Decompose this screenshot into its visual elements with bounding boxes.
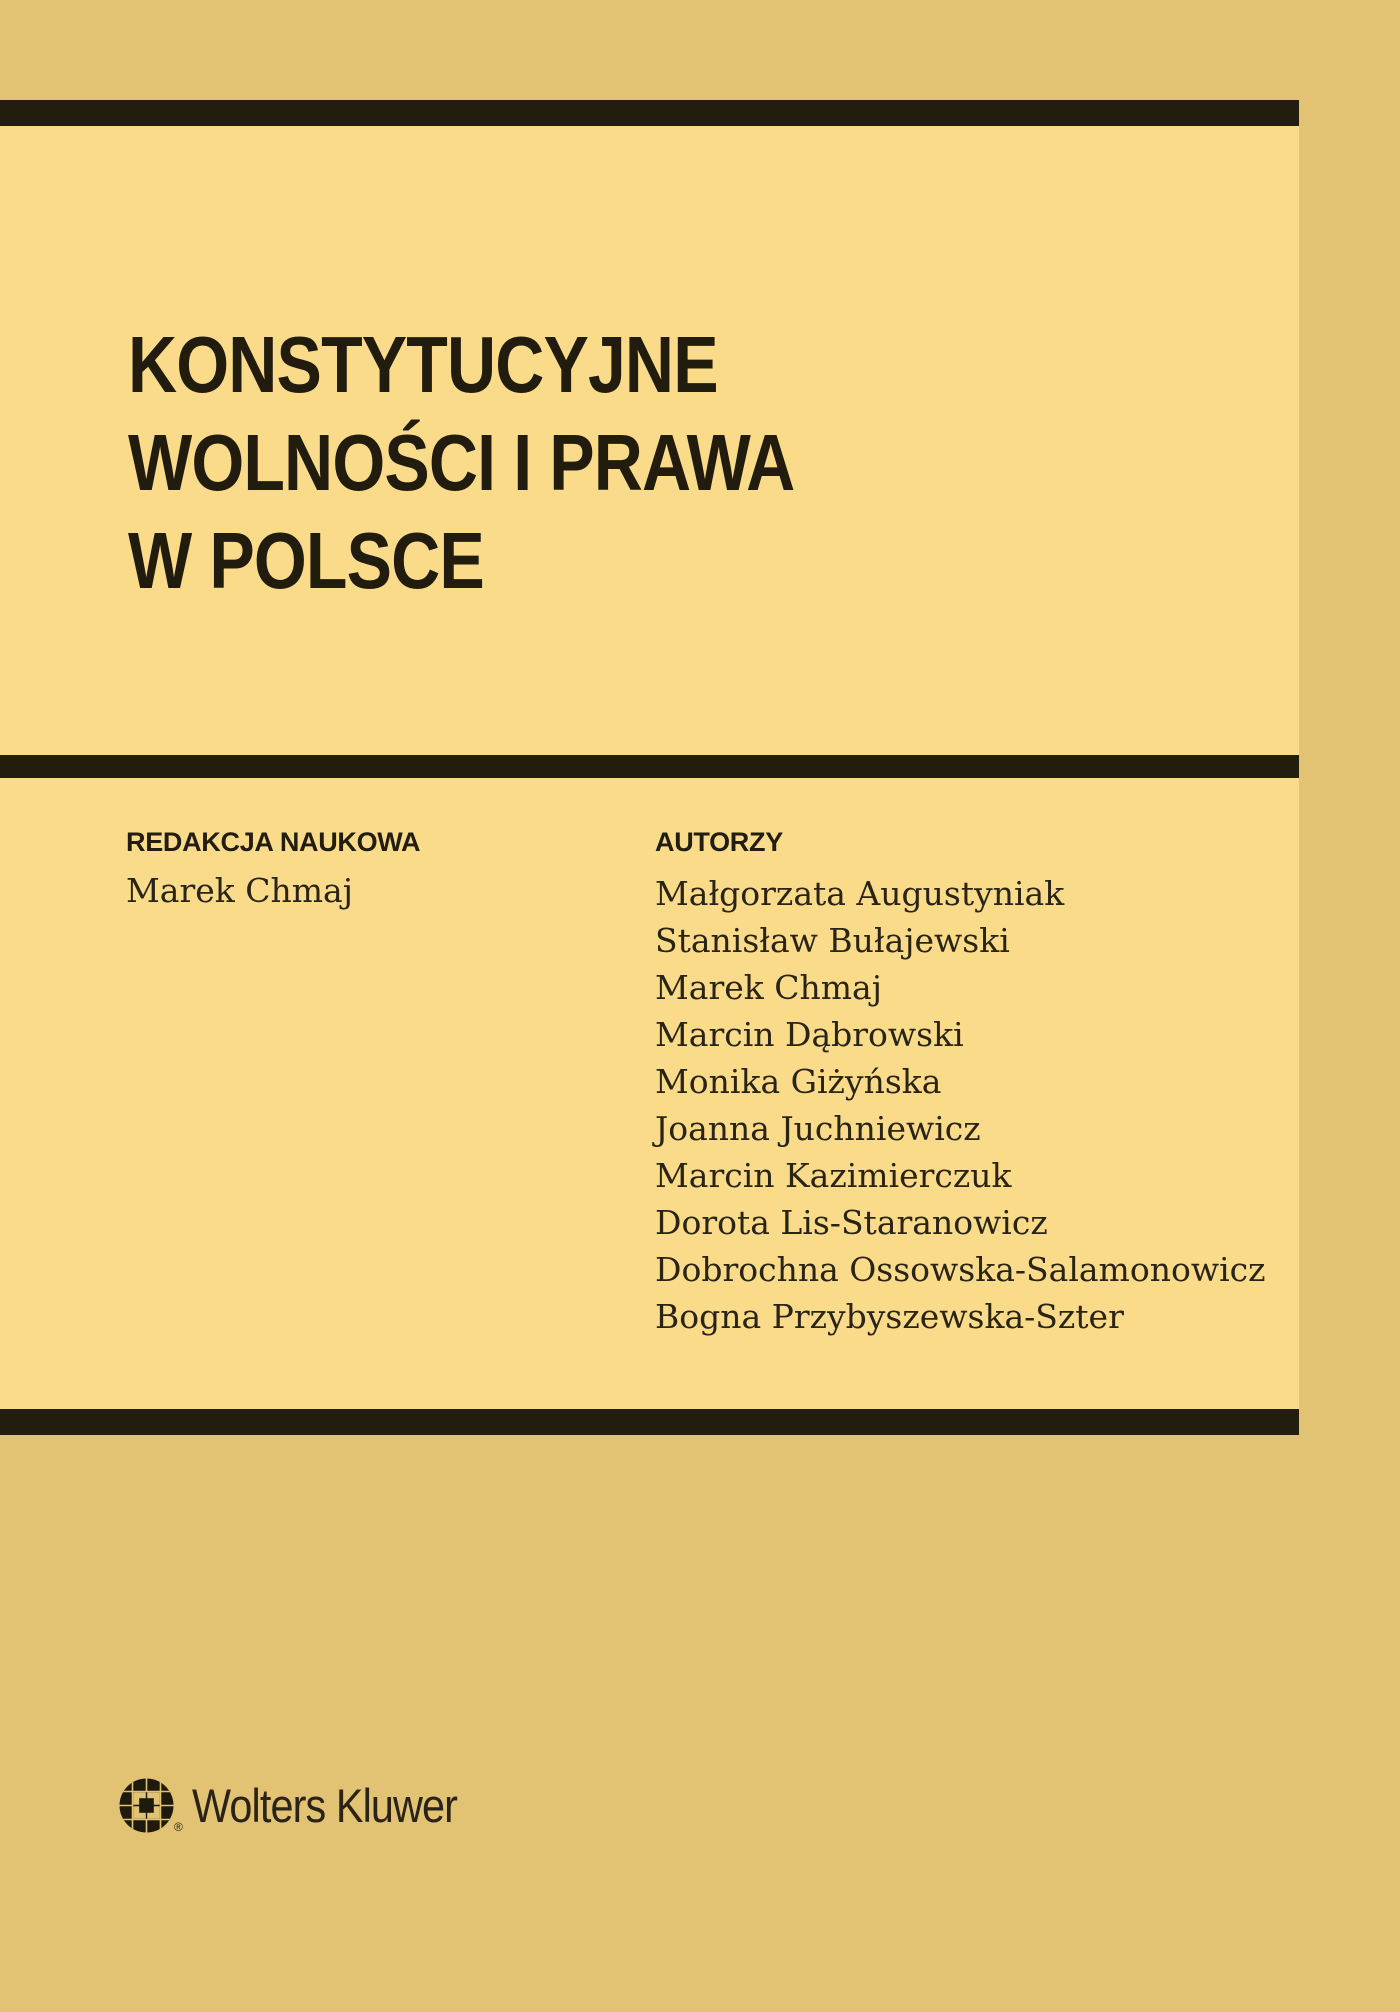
book-title-line-3: W POLSCE — [128, 516, 484, 605]
author-name: Dobrochna Ossowska-Salamonowicz — [655, 1250, 1266, 1289]
publisher-logo — [118, 1777, 578, 1837]
publisher-name: Wolters Kluwer — [192, 1779, 458, 1832]
middle-black-bar — [0, 755, 1299, 778]
author-name: Marcin Kazimierczuk — [655, 1156, 1012, 1195]
author-name: Marek Chmaj — [655, 968, 882, 1007]
bottom-black-bar — [0, 1409, 1299, 1435]
registered-trademark-symbol: ® — [174, 1820, 183, 1834]
book-title-line-2: WOLNOŚCI I PRAWA — [128, 418, 795, 507]
book-title-line-1: KONSTYTUCYJNE — [128, 320, 718, 409]
author-name: Małgorzata Augustyniak — [655, 874, 1065, 913]
editor-section-label: REDAKCJA NAUKOWA — [126, 827, 421, 857]
wolters-kluwer-globe-grid-icon — [118, 1777, 175, 1834]
authors-section-label: AUTORZY — [655, 827, 783, 857]
author-name: Monika Giżyńska — [655, 1062, 942, 1101]
author-name: Marcin Dąbrowski — [655, 1015, 964, 1054]
author-name: Joanna Juchniewicz — [655, 1109, 981, 1148]
author-name: Stanisław Bułajewski — [655, 921, 1010, 960]
top-black-bar — [0, 100, 1299, 126]
author-name: Dorota Lis-Staranowicz — [655, 1203, 1048, 1242]
author-name: Bogna Przybyszewska-Szter — [655, 1297, 1124, 1336]
editor-name: Marek Chmaj — [126, 871, 353, 910]
book-title — [128, 316, 912, 610]
authors-list — [655, 870, 1266, 1340]
